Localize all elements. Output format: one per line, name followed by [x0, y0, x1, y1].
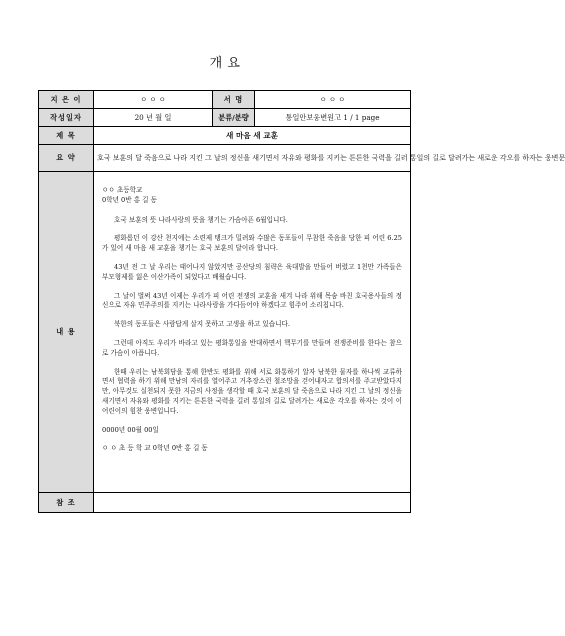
- author-label: 지 은 이: [39, 91, 94, 109]
- reference-label: 참 조: [39, 493, 94, 513]
- overview-form: [38, 90, 565, 513]
- summary-value[interactable]: 호국 보훈의 달 죽음으로 나라 지킨 그 날의 정신을 새기면서 자유와 평화를 지키는 튼튼한 국력을 길러 통일의 길로 달려가는 새로운 각오를 하자는 웅변문: [94, 145, 411, 172]
- author-value[interactable]: ㅇ ㅇ ㅇ: [94, 91, 213, 109]
- speech-school: ㅇㅇ 초등학교: [102, 186, 143, 194]
- subject-label: 제 목: [39, 127, 94, 145]
- speech-paragraph: 호국 보훈의 뜻 나라사랑의 뜻을 챙기는 가슴아픈 6월입니다.: [114, 215, 288, 224]
- date-row: [39, 109, 411, 127]
- summary-row: [39, 145, 411, 172]
- subject-value[interactable]: 새 마음 새 교훈: [94, 127, 411, 145]
- speech-paragraph: 43년 전 그 날 우리는 태어나지 않았지만 공산당의 침략은 육대발을 만들어 버렸고 1천만 가족들은 부모형제를 잃은 이산가족이 되었다고 배웠습니다.: [102, 262, 402, 281]
- signature-value[interactable]: ㅇ ㅇ ㅇ: [255, 91, 411, 109]
- content-row: [39, 172, 411, 493]
- speech-signature: ㅇ ㅇ 초 등 학 교 0학년 0반 홍 길 동: [102, 444, 208, 453]
- content-label: 내 용: [39, 172, 94, 493]
- speech-date: 0000년 00월 00일: [102, 425, 159, 434]
- speech-body: [94, 172, 410, 491]
- speech-paragraph: 평화롭던 이 강산 천지에는 소련제 탱크가 밀려와 수많은 동포들이 무참한 죽음을 당한 피 어린 6.25가 있어 새 마음 새 교훈을 챙기는 호국 보훈의 달이라 합니다.: [102, 234, 402, 253]
- category-value[interactable]: 통일안보웅변원고 1 / 1 page: [255, 109, 411, 127]
- speech-paragraph: 그런데 아직도 우리가 바라고 있는 평화통일을 반대하면서 핵무기를 만들며 전쟁준비를 한다는 참으로 가슴이 아픕니다.: [102, 338, 402, 357]
- subject-row: [39, 127, 411, 145]
- category-label: 분류/분량: [213, 109, 255, 127]
- speech-paragraph: 북한의 동포들은 사람답게 살지 못하고 고생을 하고 있습니다.: [114, 320, 291, 329]
- reference-row: [39, 493, 411, 513]
- speech-paragraph: 그 날이 벌써 43년 이제는 우리가 피 어린 전쟁의 교훈을 새겨 나라 위해 목숨 바친 호국용사들의 정신으로 자유 민주주의를 지키는 나라사랑을 가다듬어야 하겠다고 힘주어 소리칩니다.: [102, 291, 402, 310]
- author-row: [39, 91, 411, 109]
- signature-label: 서 명: [213, 91, 255, 109]
- date-value[interactable]: 20 년 월 일: [94, 109, 213, 127]
- speech-grade: 0학년 0반 홍 길 동: [102, 195, 157, 204]
- date-label: 작성일자: [39, 109, 94, 127]
- reference-value[interactable]: [94, 493, 411, 513]
- speech-paragraph: 한때 우리는 남북회담을 통해 한반도 평화를 위해 서로 화통하기 알자 남북한 물자를 하나씩 교류하면서 협력을 하기 위해 만남의 자리를 열어주고 거추장스런 철조망을 걷어내자고 합의서를 주고받았다지만, 아무것도 실천되지 못한 지금의 사정을 생각할 때 호국 보훈의 달 죽음으로 나라 지킨 그 날의 정신을 새기면서 자유와 평화를 지키는 튼튼한 국력을 길러 통일의 길로 달려가는 새로운 각오를 하자는 것이 이 어린이의 힘찬 웅변입니다.: [102, 367, 402, 415]
- document-title: 개 요: [209, 56, 241, 71]
- content-cell[interactable]: [94, 172, 411, 493]
- summary-label: 요 약: [39, 145, 94, 172]
